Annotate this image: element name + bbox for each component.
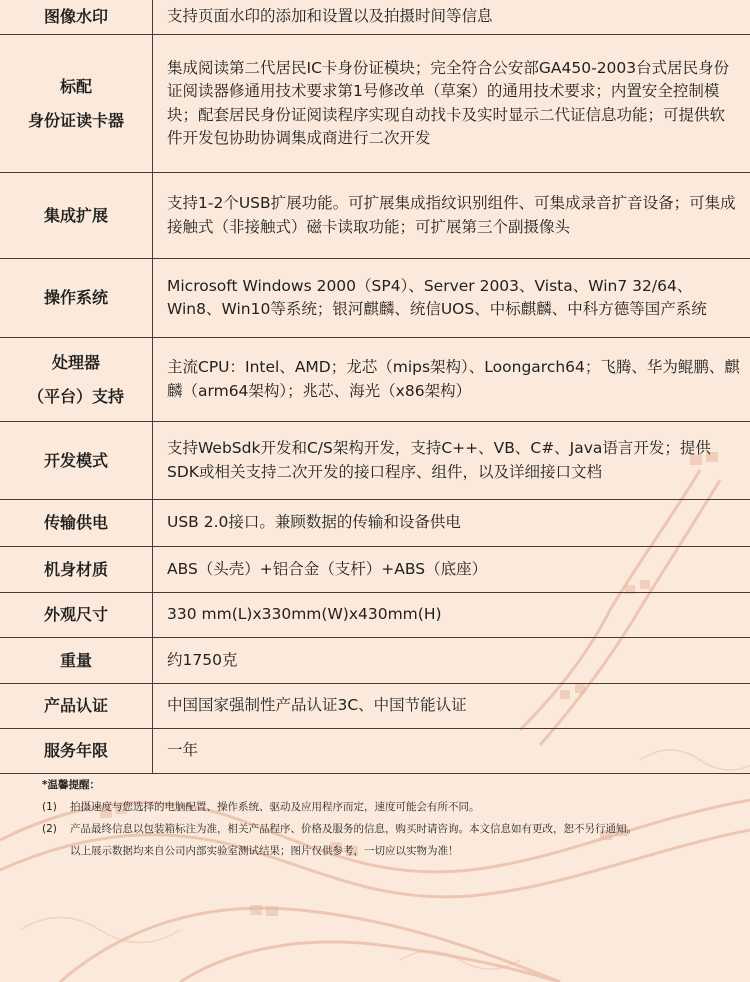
note-text: 拍摄速度与您选择的电脑配置、操作系统、驱动及应用程序而定，速度可能会有所不同。 bbox=[70, 801, 480, 813]
spec-value: 支持页面水印的添加和设置以及拍摄时间等信息 bbox=[153, 0, 750, 35]
spec-label bbox=[0, 0, 153, 35]
spec-value: USB 2.0接口。兼顾数据的传输和设备供电 bbox=[153, 500, 750, 547]
spec-label-text: 重量 bbox=[59, 650, 92, 670]
spec-label bbox=[0, 593, 153, 638]
note-text: 产品最终信息以包装箱标注为准，相关产品程序、价格及服务的信息，购买时请咨询。本文信息如有更改，恕不另行通知。 bbox=[70, 823, 637, 835]
spec-label-text: 处理器 bbox=[51, 352, 100, 372]
spec-value: ABS（头壳）+铝合金（支杆）+ABS（底座） bbox=[153, 547, 750, 593]
notes-footer: 以上展示数据均来自公司内部实验室测试结果；图片仅供参考，一切应以实物为准！ bbox=[70, 845, 459, 857]
spec-row-watermark bbox=[0, 0, 750, 35]
spec-value: 一年 bbox=[153, 729, 750, 774]
spec-value: 支持1-2个USB扩展功能。可扩展集成指纹识别组件、可集成录音扩音设备；可集成接触式（非接触式）磁卡读取功能；可扩展第三个副摄像头 bbox=[153, 173, 750, 259]
spec-label-text: 身份证读卡器 bbox=[27, 110, 124, 130]
spec-label-text: 服务年限 bbox=[43, 741, 108, 760]
spec-label-text: 外观尺寸 bbox=[43, 605, 108, 624]
spec-label-text: 图像水印 bbox=[43, 7, 108, 26]
spec-value: 中国国家强制性产品认证3C、中国节能认证 bbox=[153, 684, 750, 729]
spec-row-material bbox=[0, 547, 750, 593]
spec-label bbox=[0, 338, 153, 422]
spec-row-id-reader bbox=[0, 35, 750, 173]
spec-row-os bbox=[0, 259, 750, 338]
spec-value: 约1750克 bbox=[153, 638, 750, 684]
spec-label-text: 产品认证 bbox=[43, 696, 108, 715]
note-number: (2) bbox=[42, 823, 57, 835]
spec-label bbox=[0, 684, 153, 729]
spec-row-dev-mode bbox=[0, 422, 750, 500]
spec-label bbox=[0, 729, 153, 774]
notes-title: *温馨提醒： bbox=[42, 779, 100, 791]
spec-value: 集成阅读第二代居民IC卡身份证模块；完全符合公安部GA450-2003台式居民身份证阅读器修通用技术要求第1号修改单（草案）的通用技术要求；内置安全控制模块；配套居民身份证阅读程序实现自动找卡及实时显示二代证信息功能；可提供软件开发包协助协调集成商进行二次开发 bbox=[153, 35, 750, 173]
spec-label-text: （平台）支持 bbox=[27, 386, 124, 406]
spec-label bbox=[0, 35, 153, 173]
spec-label-text: 标配 bbox=[59, 76, 92, 96]
spec-label bbox=[0, 173, 153, 259]
spec-label bbox=[0, 547, 153, 593]
note-number: (1) bbox=[42, 801, 57, 813]
spec-label-text: 传输供电 bbox=[43, 513, 108, 532]
spec-row-weight bbox=[0, 638, 750, 684]
spec-value: Microsoft Windows 2000（SP4）、Server 2003、Vista、Win7 32/64、Win8、Win10等系统；银河麒麟、统信UOS、中标麒麟、中科方德等国产系统 bbox=[153, 259, 750, 338]
spec-label bbox=[0, 259, 153, 338]
spec-value: 330 mm(L)x330mm(W)x430mm(H) bbox=[153, 593, 750, 638]
spec-label-text: 集成扩展 bbox=[43, 205, 108, 225]
spec-row-power bbox=[0, 500, 750, 547]
spec-label-text: 开发模式 bbox=[43, 450, 108, 470]
spec-label bbox=[0, 500, 153, 547]
spec-label bbox=[0, 422, 153, 500]
note-item bbox=[42, 796, 637, 818]
spec-label-text: 操作系统 bbox=[43, 288, 108, 307]
spec-value: 主流CPU：Intel、AMD；龙芯（mips架构）、Loongarch64；飞腾、华为鲲鹏、麒麟（arm64架构）；兆芯、海光（x86架构） bbox=[153, 338, 750, 422]
spec-row-expansion bbox=[0, 173, 750, 259]
reminder-notes bbox=[42, 774, 637, 862]
spec-value: 支持WebSdk开发和C/S架构开发，支持C++、VB、C#、Java语言开发；提供SDK或相关支持二次开发的接口程序、组件，以及详细接口文档 bbox=[153, 422, 750, 500]
spec-row-dimensions bbox=[0, 593, 750, 638]
spec-row-service-life bbox=[0, 729, 750, 774]
spec-row-certification bbox=[0, 684, 750, 729]
spec-label-text: 机身材质 bbox=[43, 559, 108, 579]
note-item bbox=[42, 818, 637, 840]
spec-row-cpu bbox=[0, 338, 750, 422]
spec-label bbox=[0, 638, 153, 684]
